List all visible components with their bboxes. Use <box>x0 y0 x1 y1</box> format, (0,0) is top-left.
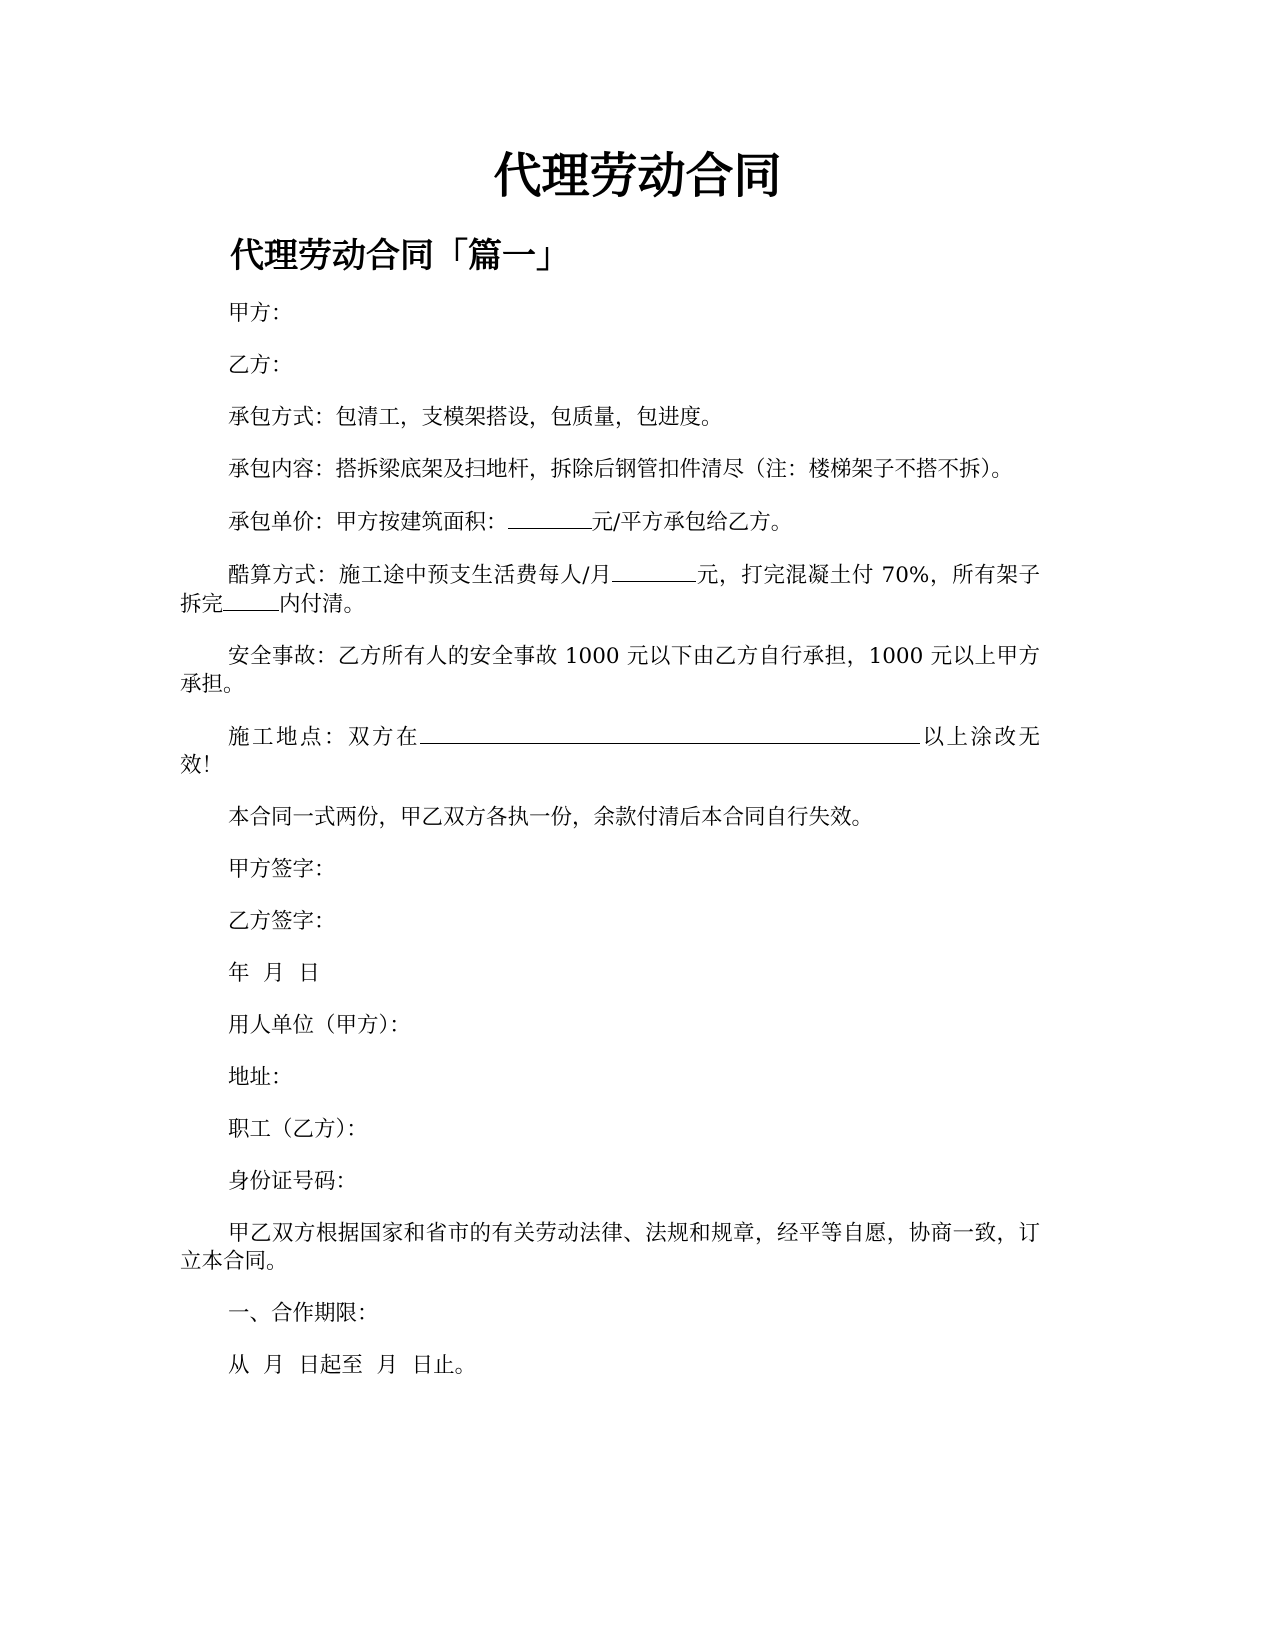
party-a-line: 甲方： <box>228 301 293 326</box>
party-a-signature: 甲方签字： <box>228 857 336 882</box>
settlement-text-3: 内付清。 <box>279 592 366 617</box>
unit-price-prefix: 承包单价：甲方按建筑面积： <box>228 510 508 535</box>
site-blank <box>420 723 920 744</box>
safety-accident: 安全事故：乙方所有人的安全事故 1000 元以下由乙方自行承担，1000 元以上甲方承担。 <box>180 644 1040 697</box>
living-expense-blank <box>612 561 696 582</box>
party-b-line: 乙方： <box>228 353 293 378</box>
copies-clause: 本合同一式两份，甲乙双方各执一份，余款付清后本合同自行失效。 <box>228 805 874 830</box>
construction-site <box>180 723 1040 780</box>
unit-price <box>180 508 1040 537</box>
settlement-text-1: 酷算方式：施工途中预支生活费每人/月 <box>228 563 613 588</box>
term-period: 从 月 日起至 月 日止。 <box>228 1353 477 1378</box>
term-heading: 一、合作期限： <box>228 1301 379 1326</box>
site-suffix: 以上涂改无效！ <box>180 725 1040 778</box>
site-prefix: 施工地点：双方在 <box>228 725 420 750</box>
settlement-text-2: 元，打完混凝土付 70%，所有架子拆完 <box>180 563 1041 617</box>
employee-line: 职工（乙方）： <box>228 1117 368 1142</box>
contract-method: 承包方式：包清工，支模架搭设，包质量，包进度。 <box>228 405 723 430</box>
document-title: 代理劳动合同 <box>493 148 782 204</box>
document-body <box>180 300 1040 1404</box>
settlement-method <box>180 561 1040 619</box>
payoff-days-blank <box>223 590 279 611</box>
unit-price-blank <box>508 508 592 529</box>
unit-price-suffix: 元/平方承包给乙方。 <box>591 510 793 535</box>
contract-content: 承包内容：搭拆梁底架及扫地杆，拆除后钢管扣件清尽（注：楼梯架子不搭不拆）。 <box>228 457 1013 482</box>
address-line: 地址： <box>228 1065 293 1090</box>
section-title: 代理劳动合同「篇一」 <box>230 236 570 276</box>
employer-line: 用人单位（甲方）： <box>228 1013 411 1038</box>
date-line: 年 月 日 <box>228 961 320 986</box>
agreement-preamble: 甲乙双方根据国家和省市的有关劳动法律、法规和规章，经平等自愿，协商一致，订立本合同。 <box>180 1221 1040 1274</box>
id-number-line: 身份证号码： <box>228 1169 358 1194</box>
party-b-signature: 乙方签字： <box>228 909 336 934</box>
